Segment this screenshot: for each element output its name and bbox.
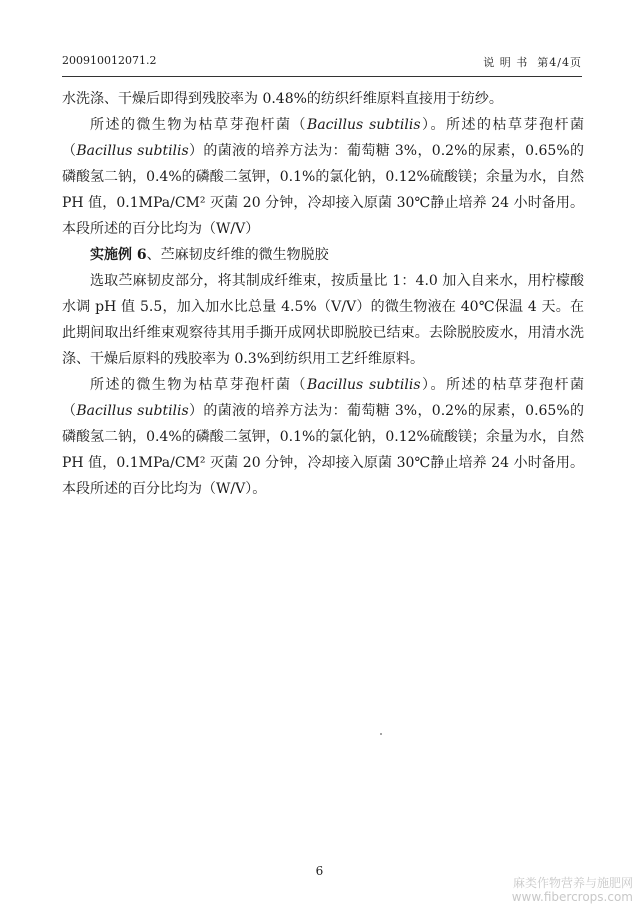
body-paragraph: [62, 268, 584, 372]
body-paragraph: [62, 372, 584, 502]
document-number: 200910012071.2: [62, 54, 157, 67]
text-run: 水洗涤、干燥后即得到残胶率为 0.48%的纺织纤维原料直接用于纺纱。: [62, 91, 503, 107]
species-name: Bacillus subtilis: [76, 143, 189, 159]
heading-title: 、苎麻韧皮纤维的微生物脱胶: [146, 247, 329, 263]
species-name: Bacillus subtilis: [307, 377, 421, 393]
page-header: [62, 50, 582, 70]
page-reference: 第4/4页: [537, 56, 582, 69]
header-rule: [62, 76, 582, 77]
text-run: 选取苎麻韧皮部分，将其制成纤维束，按质量比 1：4.0 加入自来水，用柠檬酸水调 pH 值 5.5，加入加水比总量 4.5%（V/V）的微生物液在 40℃保温 4 天。在此期间取出纤维束观察待其用手撕开成网状即脱胶已结束。去除脱胶废水，用清水洗涤、干燥后原料的残胶率为 0.3%到纺织用工艺纤维原料。: [62, 273, 584, 367]
text-run: ）的菌液的培养方法为：葡萄糖 3%，0.2%的尿素，0.65%的磷酸氢二钠，0.4%的磷酸二氢钾，0.1%的氯化钠，0.12%硫酸镁；余量为水，自然 PH 值，0.1MPa/CM² 灭菌 20 分钟，冷却接入原菌 30℃静止培养 24 小时备用。本段所述的百分比均为（W/V）: [62, 143, 584, 237]
species-name: Bacillus subtilis: [307, 117, 421, 133]
watermark: [512, 876, 633, 904]
header-right: [483, 54, 582, 70]
species-name: Bacillus subtilis: [76, 403, 189, 419]
text-run: ）。所述的枯草芽孢杆菌（: [62, 377, 585, 419]
watermark-site-name: 麻类作物营养与施肥网: [512, 876, 633, 890]
text-run: ）。所述的枯草芽孢杆菌（: [62, 117, 585, 159]
body-paragraph: [62, 86, 584, 112]
document-body: [62, 86, 584, 502]
scan-speck: [380, 733, 382, 735]
text-run: 所述的微生物为枯草芽孢杆菌（: [90, 117, 308, 133]
text-run: ）的菌液的培养方法为：葡萄糖 3%，0.2%的尿素，0.65%的磷酸氢二钠，0.4%的磷酸二氢钾，0.1%的氯化钠，0.12%硫酸镁；余量为水，自然 PH 值，0.1MPa/CM² 灭菌 20 分钟，冷却接入原菌 30℃静止培养 24 小时备用。本段所述的百分比均为（W/V）。: [62, 403, 584, 497]
text-run: 所述的微生物为枯草芽孢杆菌（: [90, 377, 308, 393]
section-heading: [62, 242, 584, 268]
heading-label: 实施例 6: [90, 247, 147, 263]
section-title: 说 明 书: [483, 56, 529, 69]
body-paragraph: [62, 112, 584, 242]
page-number: 6: [315, 864, 324, 878]
watermark-url: www.fibercrops.com: [511, 890, 633, 904]
